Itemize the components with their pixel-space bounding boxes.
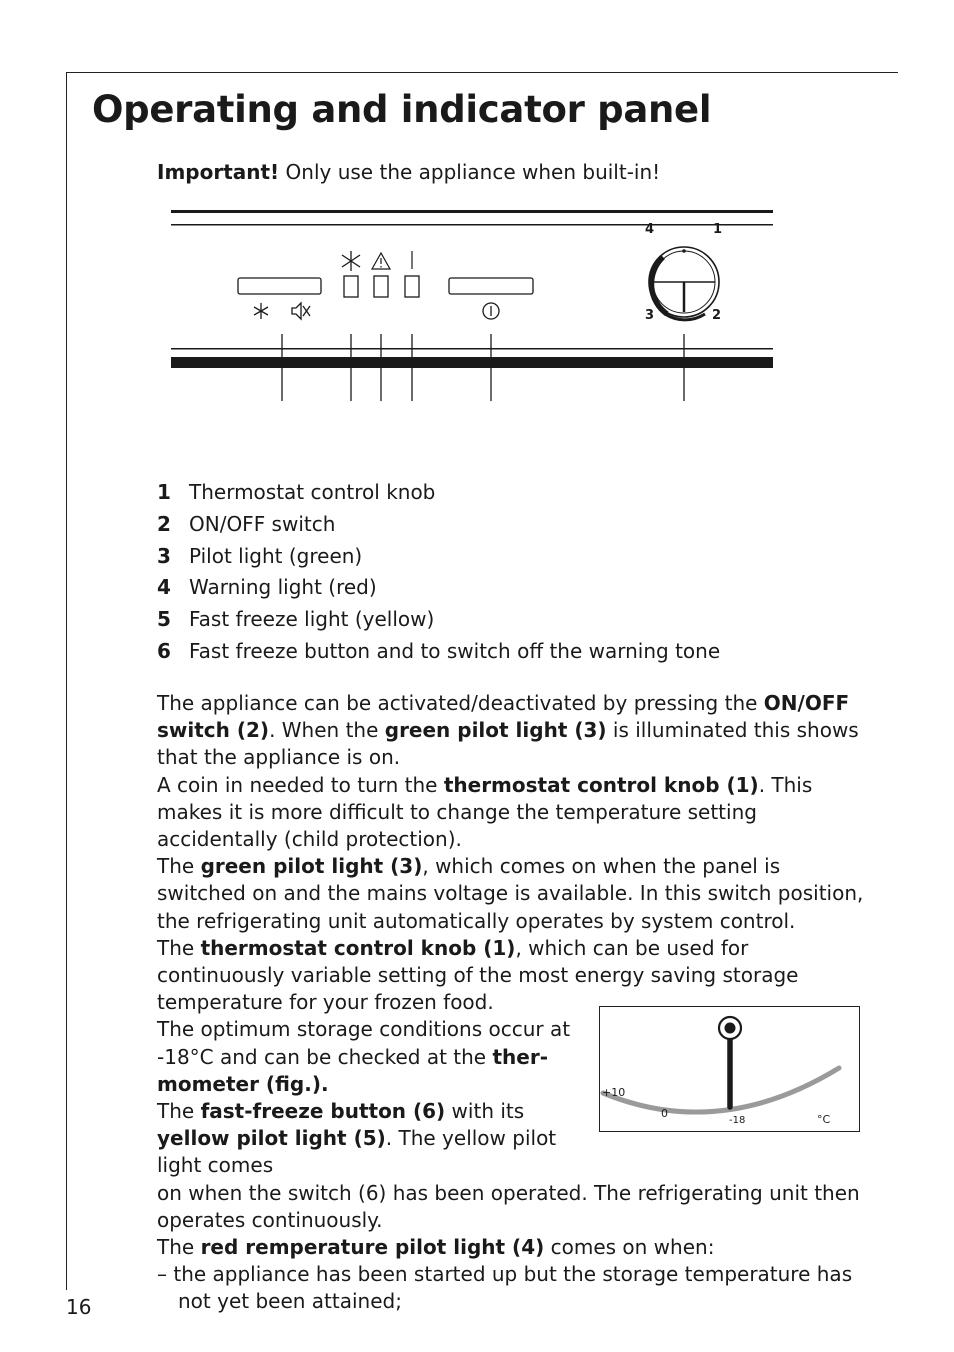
paragraph — [157, 1016, 587, 1098]
thermostat-knob[interactable] — [649, 247, 719, 320]
legend-list — [157, 477, 720, 668]
thermometer-label-minus18: -18 — [729, 1115, 746, 1126]
thermometer-label-zero: 0 — [661, 1107, 668, 1120]
warning-light — [374, 276, 388, 297]
thermometer-scale-arc — [603, 1068, 839, 1112]
frame-left-rule — [66, 72, 67, 1290]
text-run: . This makes it is more difficult to change the temperature setting accidentally (child protection). — [157, 772, 813, 852]
text-run-bold: thermostat control knob (1) — [443, 772, 759, 797]
dash-list-item: – the appliance has been started up but the storage temperature has not yet been attained; — [157, 1262, 853, 1314]
important-text: Only use the appliance when built-in! — [279, 160, 661, 184]
legend-number: 6 — [157, 638, 171, 663]
text-run: The — [157, 935, 201, 960]
legend-text: Fast freeze light (yellow) — [189, 607, 435, 632]
legend-text: ON/OFF switch — [189, 511, 336, 536]
paragraph — [157, 1234, 872, 1261]
text-run: The optimum storage conditions occur at -18°C and can be checked at the — [157, 1017, 571, 1069]
text-run-bold: thermometer (fig.). — [157, 1044, 548, 1096]
text-run-bold: fast-freeze button (6) — [200, 1099, 446, 1124]
fast-freeze-light — [344, 276, 358, 297]
legend-item — [157, 636, 720, 668]
knob-label-4: 4 — [645, 222, 655, 237]
pilot-light — [405, 276, 419, 297]
frame-top-rule — [66, 72, 898, 73]
legend-item — [157, 572, 720, 604]
text-run-bold: green pilot light (3) — [384, 718, 607, 743]
text-run: The — [157, 1235, 201, 1260]
text-run-bold: green pilot light (3) — [200, 854, 423, 879]
legend-text: Pilot light (green) — [189, 543, 363, 568]
page-number: 16 — [66, 1295, 92, 1319]
legend-number: 2 — [157, 511, 171, 536]
text-run: is illuminated this shows that the appliance is on. — [157, 718, 859, 770]
legend-number: 5 — [157, 607, 171, 632]
thermometer-label-plus10: +10 — [602, 1086, 626, 1099]
legend-text: Thermostat control knob — [189, 480, 436, 504]
paragraph: on when the switch (6) has been operated. The refrigerating unit then operates continuously. — [157, 1180, 860, 1232]
paragraph — [157, 1098, 587, 1180]
text-run-bold: yellow pilot light (5) — [157, 1126, 386, 1151]
panel-bottom-edge — [171, 357, 773, 368]
important-label: Important! — [157, 160, 280, 184]
panel-bottom-edge-inner — [171, 348, 773, 350]
text-run-bold: thermostat control knob (1) — [200, 935, 516, 960]
thermometer-pivot-center — [725, 1023, 736, 1034]
knob-dot-marker — [682, 249, 686, 253]
text-run: with its — [445, 1099, 525, 1124]
power-icon — [483, 303, 499, 319]
text-run: . The yellow pilot light comes — [157, 1126, 557, 1178]
panel-top-edge-inner — [171, 224, 773, 226]
text-run: The — [157, 1099, 201, 1124]
text-run: A coin in needed to turn the — [157, 772, 444, 797]
paragraph — [157, 772, 872, 854]
fast-freeze-button[interactable] — [238, 278, 321, 294]
important-note — [157, 160, 660, 184]
page-title: Operating and indicator panel — [92, 88, 712, 131]
legend-text: Warning light (red) — [189, 575, 377, 600]
paragraph — [157, 853, 872, 935]
control-panel-diagram — [165, 205, 777, 405]
mute-speaker-icon — [292, 303, 310, 319]
snowflake-small-icon — [254, 303, 268, 319]
thermometer-figure — [599, 1006, 860, 1132]
panel-top-edge — [171, 210, 773, 213]
text-run-bold: red remperature pilot light (4) — [200, 1235, 545, 1260]
text-run: The appliance can be activated/deactivated by pressing the — [157, 691, 764, 715]
text-run: . When the — [269, 718, 385, 743]
on-off-switch[interactable] — [449, 278, 533, 294]
body-text — [157, 690, 872, 1316]
paragraph — [157, 935, 872, 1017]
legend-item — [157, 604, 720, 636]
legend-item — [157, 509, 720, 541]
legend-number: 3 — [157, 543, 171, 568]
text-run: The — [157, 854, 201, 879]
legend-number: 1 — [157, 480, 171, 504]
legend-number: 4 — [157, 575, 171, 600]
knob-label-1: 1 — [713, 222, 723, 237]
text-run-bold: ON/OFF switch (2) — [157, 691, 850, 743]
legend-item — [157, 541, 720, 573]
legend-item — [157, 477, 720, 509]
text-run: comes on when: — [544, 1235, 715, 1260]
text-run: , which comes on when the panel is switched on and the mains voltage is available. In this switch position, the refrigerating unit automatically operates by system control. — [157, 854, 864, 933]
snowflake-icon — [342, 251, 360, 271]
text-run: , which can be used for continuously variable setting of the most energy saving storage temperature for your frozen food. — [157, 935, 799, 1015]
knob-label-3: 3 — [645, 308, 655, 323]
thermometer-label-unit: °C — [817, 1113, 831, 1126]
paragraph — [157, 690, 872, 772]
thermometer-drawing — [600, 1007, 859, 1131]
legend-text: Fast freeze button and to switch off the warning tone — [189, 638, 721, 663]
warning-triangle-icon — [372, 253, 390, 269]
knob-label-2: 2 — [712, 308, 722, 323]
